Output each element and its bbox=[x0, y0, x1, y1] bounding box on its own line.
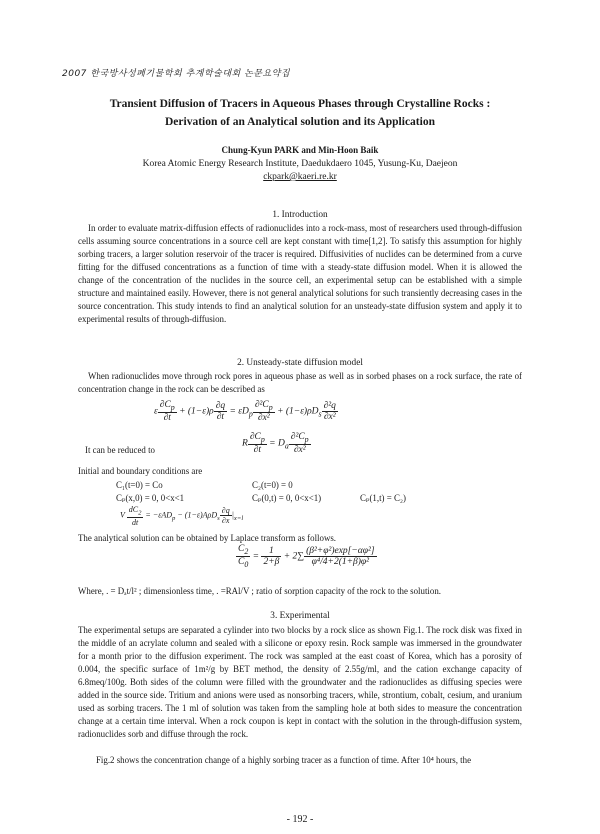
equation-boundary: V $\frac{dC_2}{dt}$ = −εAD$_p$ − (1−ε)AρD$_s$ $\frac{\partial q}{\partial x}$ $|_{x=l}$ bbox=[120, 505, 244, 527]
laplace-text: The analytical solution can be obtained by Laplace transform as follows. bbox=[78, 533, 337, 543]
reduced-text: It can be reduced to bbox=[85, 445, 155, 455]
section3-text: The experimental setups are separated a cylinder into two blocks by a rock slice as shown Fig.1. The rock disk was fixed in the middle of an acrylate column and sealed with a silicone or epoxy resin. Rock sample was immersed in the groundwater for a month prior to the diffusion experiment. The rock was sampled at the east coast of Korea, which has a porosity of 0.004, the specific surface of 1m²/g by BET method, the density of 2.55g/ml, and the cation exchange capacity of 6.8meq/100g. Both sides of the column were filled with the groundwater and the radionuclides as diffusing species were added in the source side. Tritium and anions were used as nonsorbing tracers, while, strontium, cobalt, cesium, and uranium used as sorbing tracers. The 1 ml of solution was taken from the sampling hole at both sides to measure the concentration change at a certain time interval. When a rock coupon is kept in contact with the solution in the through-diffusion system, radionuclides sorb and diffuse through the rock. bbox=[78, 625, 522, 739]
condition-c3: Cₚ(x,0) = 0, 0<x<1 bbox=[116, 493, 185, 503]
section1-text: In order to evaluate matrix-diffusion effects of radionuclides into a rock-mass, most of researchers used through-diffusion cells assuming source concentrations in a source cell are kept constant with time[1,2]. To satisfy this assumption for highly sorbing tracers, a larger solution reservoir of the tracer is required. Diffusivities of nuclides can be determined from a curve fitting for the diffused concentrations as a function of time with a steady-state diffusion model. When it is allowed the change of the concentration of the nuclides in the source cell, an experimental setup can be established with a simple structure and maintained easily. However, there is not general analytical solutions for such transiently decreasing cases in the source concentration. This study intends to find an analytical solution for an unsteady-state diffusion system and apply it to experimental results of through-diffusion. bbox=[78, 223, 522, 324]
conditions-text: Initial and boundary conditions are bbox=[78, 466, 203, 476]
author-names: Chung-Kyun PARK and Min-Hoon Baik bbox=[221, 145, 379, 155]
condition-c5: Cₚ(1,t) = C₂) bbox=[360, 493, 406, 503]
section2-text: When radionuclides move through rock pores in aqueous phase as well as in sorbed phases on a rock surface, the rate of concentration change in the rock can be described as bbox=[78, 371, 522, 394]
email-link[interactable]: ckpark@kaeri.re.kr bbox=[263, 172, 337, 182]
condition-c4: Cₚ(0,t) = 0, 0<x<1) bbox=[252, 493, 322, 503]
authors bbox=[60, 145, 540, 155]
section1-heading: 1. Introduction bbox=[272, 210, 328, 220]
condition-c2: C₂(t=0) = 0 bbox=[252, 480, 293, 490]
equation-2: R $\frac{\partial C_p}{\partial t}$ = $D_a$ $\frac{\partial^2C_p}{\text{∂x²}}$ bbox=[242, 432, 309, 455]
section2-heading: 2. Unsteady-state diffusion model bbox=[237, 358, 363, 368]
section3-last-line: Fig.2 shows the concentration change of a highly sorbing tracer as a function of time. After 10⁴ hours, the bbox=[96, 755, 472, 765]
section3-heading: 3. Experimental bbox=[270, 611, 330, 621]
page-number: - 192 - bbox=[286, 814, 314, 825]
condition-c1: C₁(t=0) = Co bbox=[116, 480, 163, 490]
where-text: Where, . = Dₐt/l² ; dimensionless time, . =RAl/V ; ratio of sorption capacity of the rock to the solution. bbox=[78, 586, 441, 596]
equation-1: ε $\frac{\partial C_p}{\partial t}$ + (1−ε)ρ $\frac{\partial q}{\partial t}$ = $\varepsilon D_p$ $\frac{\partial^2C_p}{\text{∂x²}}$ + $(1-\varepsilon)\rho D_s$ $\frac{\text{∂²q}}{\text{∂x²}}$ bbox=[154, 400, 336, 423]
affiliation: Korea Atomic Energy Research Institute, Daedukdaero 1045, Yusung-Ku, Daejeon bbox=[142, 159, 458, 169]
conference-header: 2007 한국방사성폐기물학회 추계학술대회 논문요약집 bbox=[62, 69, 291, 79]
paper-title-line1: Transient Diffusion of Tracers in Aqueous Phases through Crystalline Rocks : bbox=[109, 98, 491, 110]
paper-title-line2: Derivation of an Analytical solution and its Application bbox=[165, 116, 435, 128]
equation-solution: $\frac{C_2}{C_0}$ = $\frac{1}{2+\beta}$ + 2∑ $\frac{\text{(β²+φ²)exp[−αφ²]}}{\text{φ⁴/4+2(1+β)φ²}}$ bbox=[238, 544, 375, 569]
